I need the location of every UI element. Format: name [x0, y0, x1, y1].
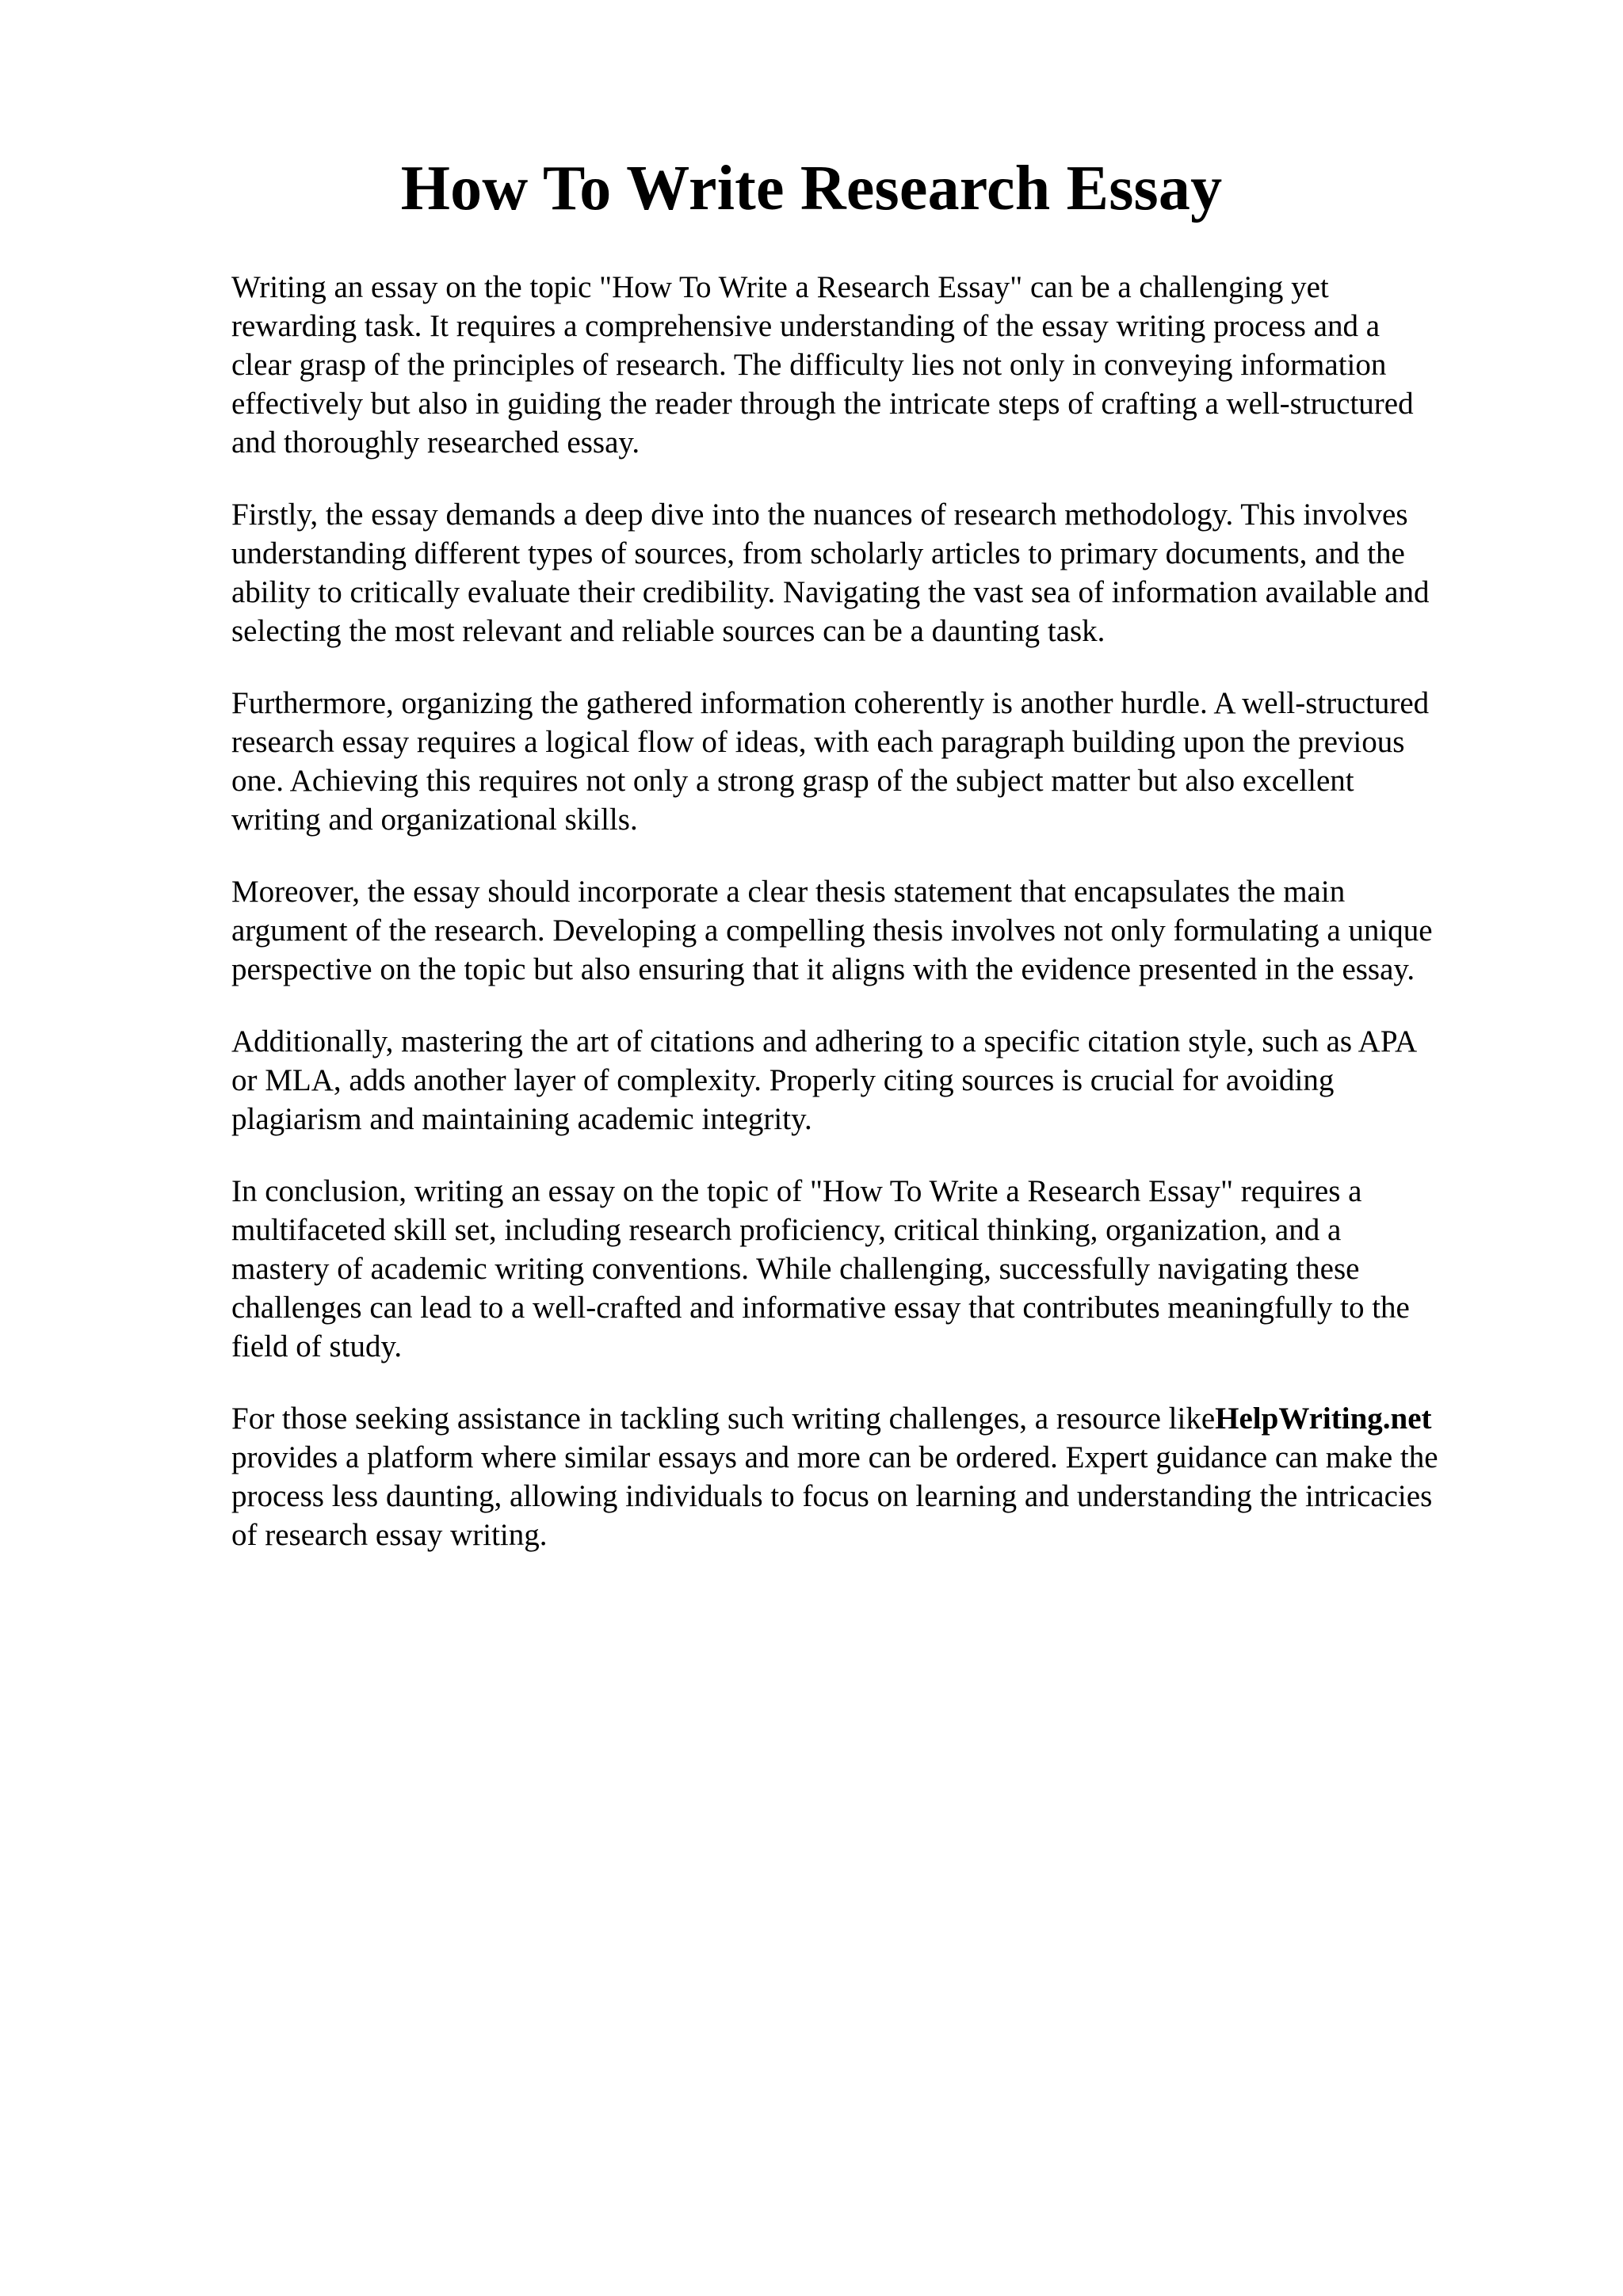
text-line: field of study. — [231, 1329, 403, 1363]
text-line: rewarding task. It requires a comprehensive understanding of the essay writing process and a — [231, 309, 1381, 343]
text-line: Moreover, the essay should incorporate a clear thesis statement that encapsulates the main — [231, 875, 1346, 909]
text-line: of research essay writing. — [231, 1518, 548, 1552]
text-line: or MLA, adds another layer of complexity. Properly citing sources is crucial for avoiding — [231, 1063, 1335, 1097]
paragraph-organization — [231, 684, 1523, 839]
text-line: one. Achieving this requires not only a strong grasp of the subject matter but also excellent — [231, 764, 1354, 798]
helpwriting-link[interactable]: HelpWriting.net — [1215, 1402, 1432, 1436]
paragraph-conclusion — [231, 1172, 1523, 1366]
text-line: argument of the research. Developing a compelling thesis involves not only formulating a unique — [231, 913, 1433, 948]
text-line: Furthermore, organizing the gathered information coherently is another hurdle. A well-structured — [231, 686, 1430, 720]
paragraph-closing — [231, 1399, 1523, 1554]
text-line: and thoroughly researched essay. — [231, 425, 640, 460]
text-line: research essay requires a logical flow of ideas, with each paragraph building upon the previous — [231, 725, 1405, 759]
document-title: How To Write Research Essay — [400, 154, 1223, 223]
text-line: effectively but also in guiding the reader through the intricate steps of crafting a well-structured — [231, 387, 1414, 421]
paragraph-thesis — [231, 872, 1523, 989]
text-line: plagiarism and maintaining academic integrity. — [231, 1102, 812, 1136]
text-line: Additionally, mastering the art of citations and adhering to a specific citation style, such as APA — [231, 1024, 1418, 1058]
text-line: Firstly, the essay demands a deep dive into the nuances of research methodology. This involves — [231, 498, 1408, 532]
text-line: challenges can lead to a well-crafted and informative essay that contributes meaningfully to the — [231, 1291, 1410, 1325]
paragraph-methodology — [231, 495, 1523, 650]
text-line: writing and organizational skills. — [231, 803, 638, 837]
text-line: mastery of academic writing conventions. While challenging, successfully navigating these — [231, 1252, 1360, 1286]
text-line: In conclusion, writing an essay on the topic of "How To Write a Research Essay" requires a — [231, 1174, 1362, 1208]
text-line: provides a platform where similar essays and more can be ordered. Expert guidance can make the — [231, 1440, 1438, 1474]
text-line: ability to critically evaluate their credibility. Navigating the vast sea of information available and — [231, 575, 1430, 609]
paragraph-citations — [231, 1022, 1523, 1138]
document-body — [231, 268, 1523, 1588]
text-line: clear grasp of the principles of research. The difficulty lies not only in conveying information — [231, 348, 1387, 382]
text-line: Writing an essay on the topic "How To Write a Research Essay" can be a challenging yet — [231, 270, 1329, 304]
text-line: perspective on the topic but also ensuring that it aligns with the evidence presented in the essay. — [231, 952, 1415, 986]
text-line: selecting the most relevant and reliable sources can be a daunting task. — [231, 614, 1106, 648]
closing-prefix-text: For those seeking assistance in tackling such writing challenges, a resource like — [231, 1402, 1216, 1436]
text-line: multifaceted skill set, including research proficiency, critical thinking, organization, and a — [231, 1213, 1342, 1247]
paragraph-intro — [231, 268, 1523, 462]
text-line: understanding different types of sources, from scholarly articles to primary documents, and the — [231, 536, 1405, 570]
text-line — [231, 1399, 1523, 1438]
text-line: process less daunting, allowing individuals to focus on learning and understanding the intricacies — [231, 1479, 1433, 1513]
